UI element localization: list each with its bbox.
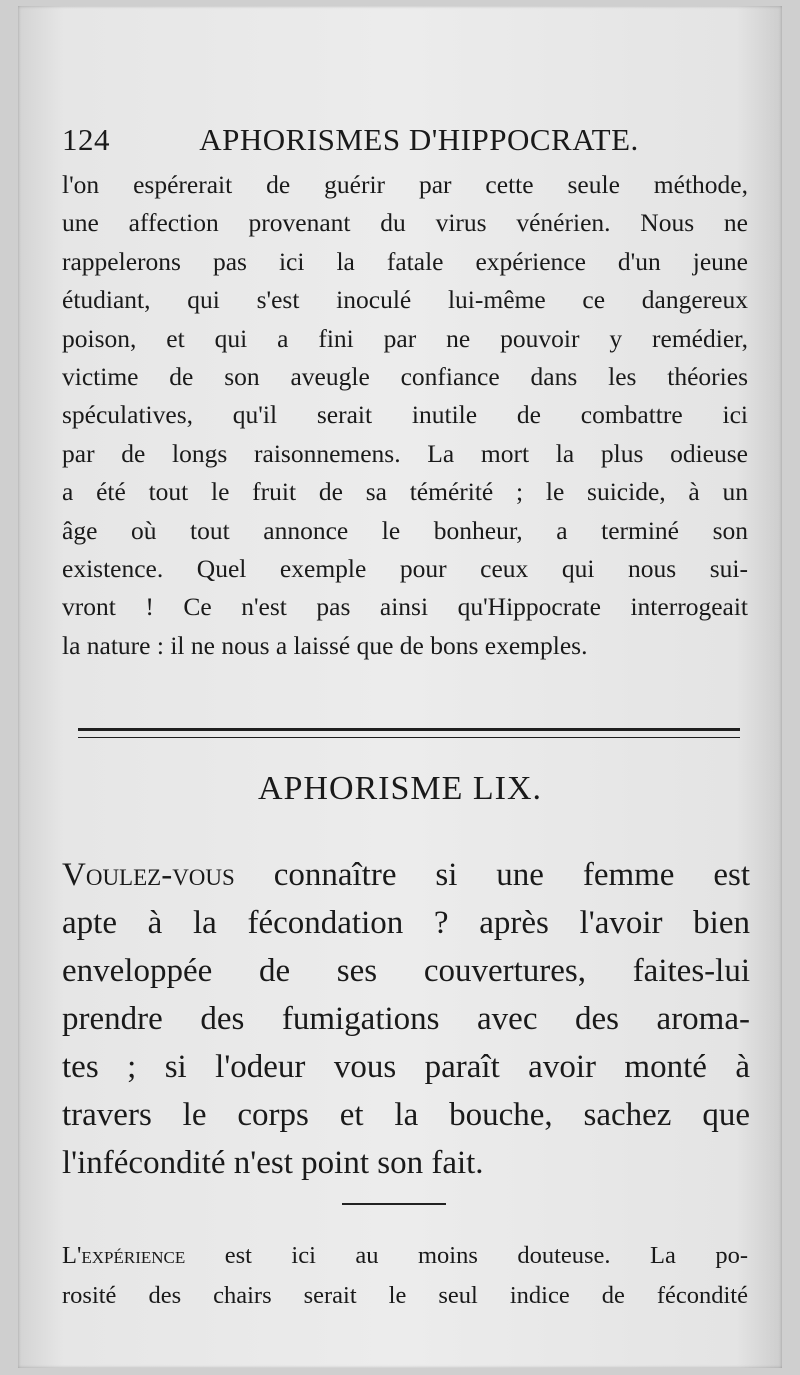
text-line: l'on espérerait de guérir par cette seule méthode, bbox=[62, 170, 748, 199]
text-line: tes ; si l'odeur vous paraît avoir monté à bbox=[62, 1049, 750, 1085]
section-divider bbox=[78, 728, 740, 738]
short-divider bbox=[342, 1203, 446, 1205]
text-line: spéculatives, qu'il serait inutile de combattre ici bbox=[62, 400, 748, 430]
text-line: rosité des chairs serait le seul indice de fécondité bbox=[62, 1282, 748, 1309]
text-line: apte à la fécondation ? après l'avoir bien bbox=[62, 905, 750, 941]
drop-word: Voulez-vous bbox=[62, 857, 235, 893]
text-line: existence. Quel exemple pour ceux qui nous sui- bbox=[62, 554, 748, 584]
running-title: APHORISMES D'HIPPOCRATE. bbox=[199, 122, 639, 157]
text-line: âge où tout annonce le bonheur, a terminé son bbox=[62, 515, 748, 545]
text-line: l'infécondité n'est point son fait. bbox=[62, 1145, 484, 1181]
aphorism-text bbox=[62, 851, 750, 1187]
text-line: prendre des fumigations avec des aroma- bbox=[62, 1001, 750, 1037]
previous-commentary bbox=[62, 166, 748, 665]
page-number: 124 bbox=[62, 122, 110, 157]
text-line: victime de son aveugle confiance dans les théories bbox=[62, 362, 748, 392]
text-line: travers le corps et la bouche, sachez que bbox=[62, 1097, 750, 1133]
aphorism-title: APHORISME LIX. bbox=[257, 770, 543, 807]
text-line bbox=[62, 1236, 748, 1276]
text-line bbox=[62, 851, 750, 899]
line-rest: est ici au moins douteuse. La po- bbox=[185, 1242, 748, 1269]
text-line: la nature : il ne nous a laissé que de bons exemples. bbox=[62, 630, 588, 660]
commentary-text bbox=[62, 1236, 748, 1316]
line-rest: connaître si une femme est bbox=[234, 857, 750, 893]
drop-word: L'expérience bbox=[62, 1242, 186, 1269]
text-line: par de longs raisonnemens. La mort la plus odieuse bbox=[62, 438, 748, 468]
page-content bbox=[62, 122, 748, 665]
book-page bbox=[18, 6, 782, 1368]
text-line: vront ! Ce n'est pas ainsi qu'Hippocrate interrogeait bbox=[62, 592, 748, 622]
text-line: enveloppée de ses couvertures, faites-lui bbox=[62, 953, 750, 989]
text-line: une affection provenant du virus vénérien. Nous ne bbox=[62, 208, 748, 238]
text-line: rappelerons pas ici la fatale expérience d'un jeune bbox=[62, 246, 748, 276]
page-header bbox=[62, 122, 748, 166]
text-line: poison, et qui a fini par ne pouvoir y remédier, bbox=[62, 323, 748, 353]
text-line: étudiant, qui s'est inoculé lui-même ce dangereux bbox=[62, 285, 748, 315]
text-line: a été tout le fruit de sa témérité ; le suicide, à un bbox=[62, 477, 748, 507]
